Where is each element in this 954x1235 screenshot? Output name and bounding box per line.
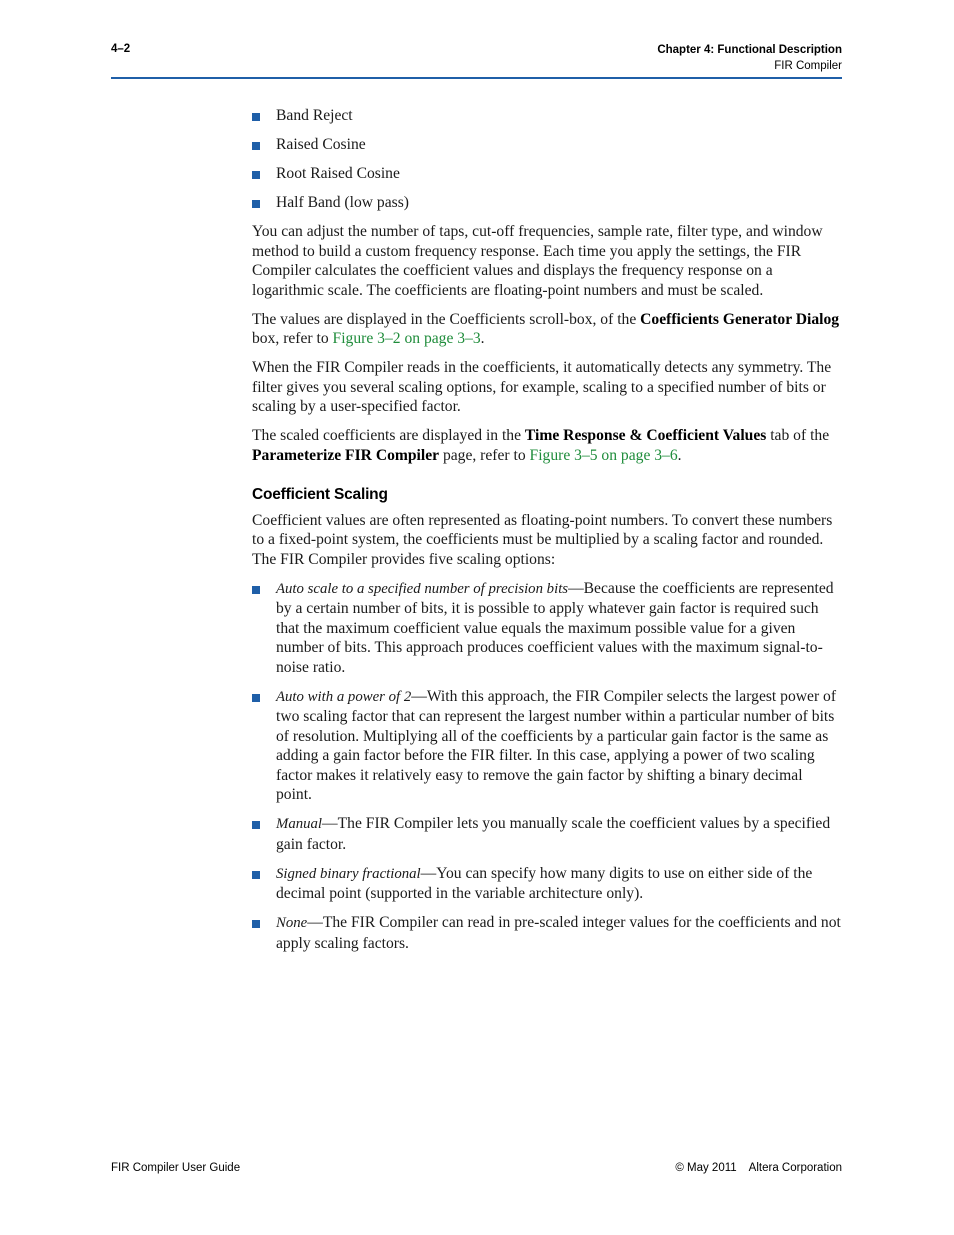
list-item: Auto with a power of 2—With this approach, the FIR Compiler selects the largest power of two scaling factor that can represent the largest number within a particular number of bits of resolution. Multiplying all of the coefficients by a particular gain factor is the same as adding a gain factor before the FIR filter. In this case, applying a power of two scaling factor makes it relatively easy to remove the gain factor by shifting a binary decimal point. [252, 687, 842, 805]
list-item: None—The FIR Compiler can read in pre-scaled integer values for the coefficients and not apply scaling factors. [252, 913, 842, 953]
chapter-title: Chapter 4: Functional Description [657, 44, 842, 56]
bullet-square-icon [252, 871, 260, 879]
list-item: Root Raised Cosine [252, 164, 842, 184]
footer-guide-title: FIR Compiler User Guide [111, 1162, 241, 1174]
figure-link[interactable]: Figure 3–2 on page 3–3 [332, 330, 481, 347]
list-item: Half Band (low pass) [252, 193, 842, 213]
paragraph: Coefficient values are often represented as floating-point numbers. To convert these numbers to a fixed-point system, the coefficients must be multiplied by a scaling factor and rounded. The FIR Compiler provides five scaling options: [252, 511, 833, 568]
bullet-square-icon [252, 821, 260, 829]
filter-type-list [252, 106, 842, 213]
running-header [657, 43, 842, 74]
paragraph: The values are displayed in the Coefficients scroll-box, of the Coefficients Generator Dialog box, refer to Figure 3–2 on page 3–3. [252, 310, 840, 347]
bullet-square-icon [252, 586, 260, 594]
list-item: Auto scale to a specified number of precision bits—Because the coefficients are represented by a certain number of bits, it is possible to apply whatever gain factor is required such that the maximum coefficient value equals the maximum possible value for a given number of bits. This approach produces coefficient values with the maximum signal-to-noise ratio. [252, 579, 842, 678]
paragraph: When the FIR Compiler reads in the coefficients, it automatically detects any symmetry. The filter gives you several scaling options, for example, scaling to a specified number of bits or scaling by a user-specified factor. [252, 359, 832, 415]
list-item: Band Reject [252, 106, 842, 126]
list-item: Signed binary fractional—You can specify how many digits to use on either side of the decimal point (supported in the variable architecture only). [252, 864, 842, 904]
figure-link[interactable]: Figure 3–5 on page 3–6 [529, 446, 678, 464]
footer-copyright: © May 2011 Altera Corporation [675, 1162, 842, 1174]
bullet-square-icon [252, 142, 260, 150]
bullet-square-icon [252, 200, 260, 208]
section-heading: Coefficient Scaling [252, 486, 388, 503]
list-item: Raised Cosine [252, 135, 842, 155]
scaling-options-list [252, 579, 842, 954]
bullet-square-icon [252, 920, 260, 928]
paragraph: The scaled coefficients are displayed in the Time Response & Coefficient Values tab of the Parameterize FIR Compiler page, refer to Figure 3–5 on page 3–6. [252, 427, 830, 464]
bullet-square-icon [252, 171, 260, 179]
bullet-square-icon [252, 694, 260, 702]
page-number: 4–2 [111, 43, 131, 55]
header-rule [111, 77, 842, 79]
bullet-square-icon [252, 113, 260, 121]
paragraph: You can adjust the number of taps, cut-off frequencies, sample rate, filter type, and window method to build a custom frequency response. Each time you apply the settings, the FIR Compiler calculates the coefficient values and displays the frequency response on a logarithmic scale. The coefficients are floating-point numbers and must be scaled. [252, 223, 823, 299]
section-title: FIR Compiler [774, 59, 842, 72]
list-item: Manual—The FIR Compiler lets you manually scale the coefficient values by a specified gain factor. [252, 814, 842, 854]
body-content [252, 106, 842, 963]
